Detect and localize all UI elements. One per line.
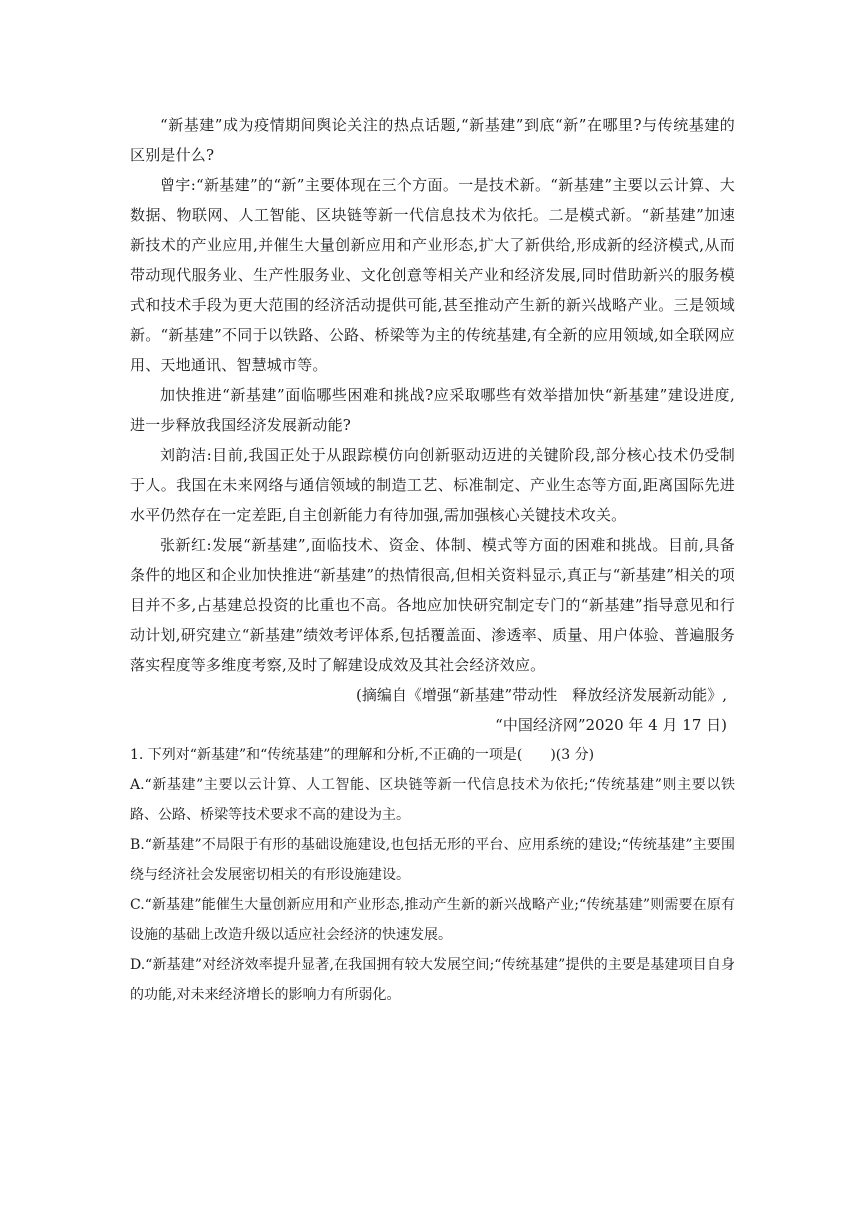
- question-stem: 1. 下列对“新基建”和“传统基建”的理解和分析,不正确的一项是( )(3 分): [130, 747, 595, 763]
- option-a: A.“新基建”主要以云计算、人工智能、区块链等新一代信息技术为依托;“传统基建”则主要以铁路、公路、桥梁等技术要求不高的建设为主。: [130, 777, 735, 823]
- option-c: C.“新基建”能催生大量创新应用和产业形态,推动产生新的新兴战略产业;“传统基建”则需要在原有设施的基础上改造升级以适应社会经济的快速发展。: [130, 897, 735, 943]
- source-citation-line1: (摘编自《增强“新基建”带动性 释放经济发展新动能》,: [356, 686, 727, 704]
- paragraph-intro-question: “新基建”成为疫情期间舆论关注的热点话题,“新基建”到底“新”在哪里?与传统基建的区别是什么?: [130, 116, 735, 164]
- paragraph-liu-yunjie: 刘韵洁:目前,我国正处于从跟踪模仿向创新驱动迈进的关键阶段,部分核心技术仍受制于人。我国在未来网络与通信领域的制造工艺、标准制定、产业生态等方面,距离国际先进水平仍然存在一定差距,自主创新能力有待加强,需加强核心关键技术攻关。: [130, 446, 735, 524]
- option-d: D.“新基建”对经济效率提升显著,在我国拥有较大发展空间;“传统基建”提供的主要是基建项目自身的功能,对未来经济增长的影响力有所弱化。: [130, 957, 735, 1003]
- document-page: [130, 110, 735, 1010]
- paragraph-zhang-xinhong: 张新红:发展“新基建”,面临技术、资金、体制、模式等方面的困难和挑战。目前,具备条件的地区和企业加快推进“新基建”的热情很高,但相关资料显示,真正与“新基建”相关的项目并不多,占基建总投资的比重也不高。各地应加快研究制定专门的“新基建”指导意见和行动计划,研究建立“新基建”绩效考评体系,包括覆盖面、渗透率、质量、用户体验、普遍服务落实程度等多维度考察,及时了解建设成效及其社会经济效应。: [130, 536, 735, 674]
- option-b: B.“新基建”不局限于有形的基础设施建设,也包括无形的平台、应用系统的建设;“传统基建”主要围绕与经济社会发展密切相关的有形设施建设。: [130, 837, 735, 883]
- paragraph-challenge-question: 加快推进“新基建”面临哪些困难和挑战?应采取哪些有效举措加快“新基建”建设进度,进一步释放我国经济发展新动能?: [130, 386, 735, 434]
- source-citation-line2: “中国经济网”2020 年 4 月 17 日): [495, 716, 727, 734]
- paragraph-zeng-yu: 曾宇:“新基建”的“新”主要体现在三个方面。一是技术新。“新基建”主要以云计算、大数据、物联网、人工智能、区块链等新一代信息技术为依托。二是模式新。“新基建”加速新技术的产业应用,并催生大量创新应用和产业形态,扩大了新供给,形成新的经济模式,从而带动现代服务业、生产性服务业、文化创意等相关产业和经济发展,同时借助新兴的服务模式和技术手段为更大范围的经济活动提供可能,甚至推动产生新的新兴战略产业。三是领域新。“新基建”不同于以铁路、公路、桥梁等为主的传统基建,有全新的应用领域,如全联网应用、天地通讯、智慧城市等。: [130, 176, 735, 374]
